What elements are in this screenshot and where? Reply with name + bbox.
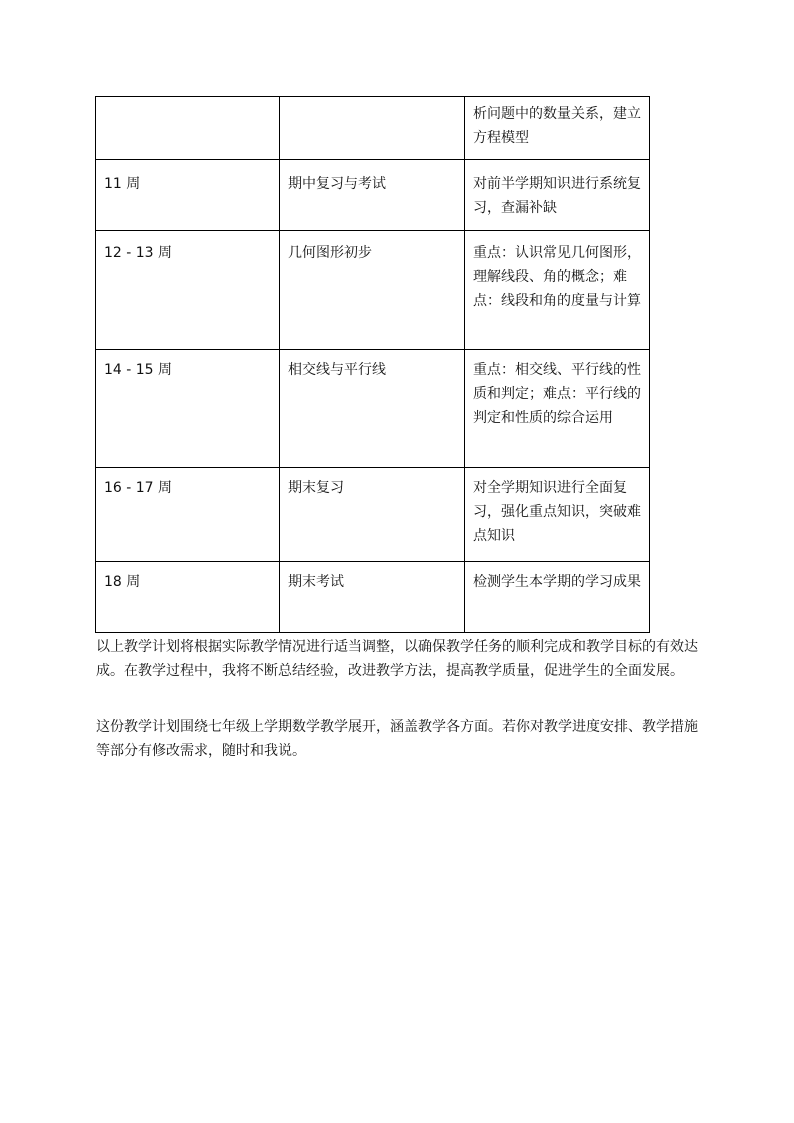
summary-paragraph: 以上教学计划将根据实际教学情况进行适当调整，以确保教学任务的顺利完成和教学目标的有效达成。在教学过程中，我将不断总结经验，改进教学方法，提高教学质量，促进学生的全面发展。 — [96, 639, 698, 679]
table-row — [96, 468, 650, 562]
content-cell: 期末考试 — [280, 562, 465, 633]
note-cell: 对前半学期知识进行系统复习，查漏补缺 — [465, 160, 650, 231]
closing-paragraph: 这份教学计划围绕七年级上学期数学教学展开，涵盖教学各方面。若你对教学进度安排、教学措施等部分有修改需求，随时和我说。 — [96, 719, 698, 759]
week-cell: 12 - 13 周 — [96, 231, 280, 350]
content-cell: 期末复习 — [280, 468, 465, 562]
table-row — [96, 97, 650, 160]
teaching-schedule-table — [95, 96, 650, 633]
week-cell: 16 - 17 周 — [96, 468, 280, 562]
week-cell: 11 周 — [96, 160, 280, 231]
table-row — [96, 562, 650, 633]
table-row — [96, 231, 650, 350]
note-cell: 析问题中的数量关系，建立方程模型 — [465, 97, 650, 160]
content-cell — [280, 97, 465, 160]
week-cell: 18 周 — [96, 562, 280, 633]
note-cell: 重点：认识常见几何图形，理解线段、角的概念；难点：线段和角的度量与计算 — [465, 231, 650, 350]
content-cell: 几何图形初步 — [280, 231, 465, 350]
table-row — [96, 160, 650, 231]
content-cell: 相交线与平行线 — [280, 350, 465, 468]
table-row — [96, 350, 650, 468]
note-cell: 检测学生本学期的学习成果 — [465, 562, 650, 633]
note-cell: 重点：相交线、平行线的性质和判定；难点：平行线的判定和性质的综合运用 — [465, 350, 650, 468]
note-cell: 对全学期知识进行全面复习，强化重点知识，突破难点知识 — [465, 468, 650, 562]
content-cell: 期中复习与考试 — [280, 160, 465, 231]
week-cell — [96, 97, 280, 160]
week-cell: 14 - 15 周 — [96, 350, 280, 468]
